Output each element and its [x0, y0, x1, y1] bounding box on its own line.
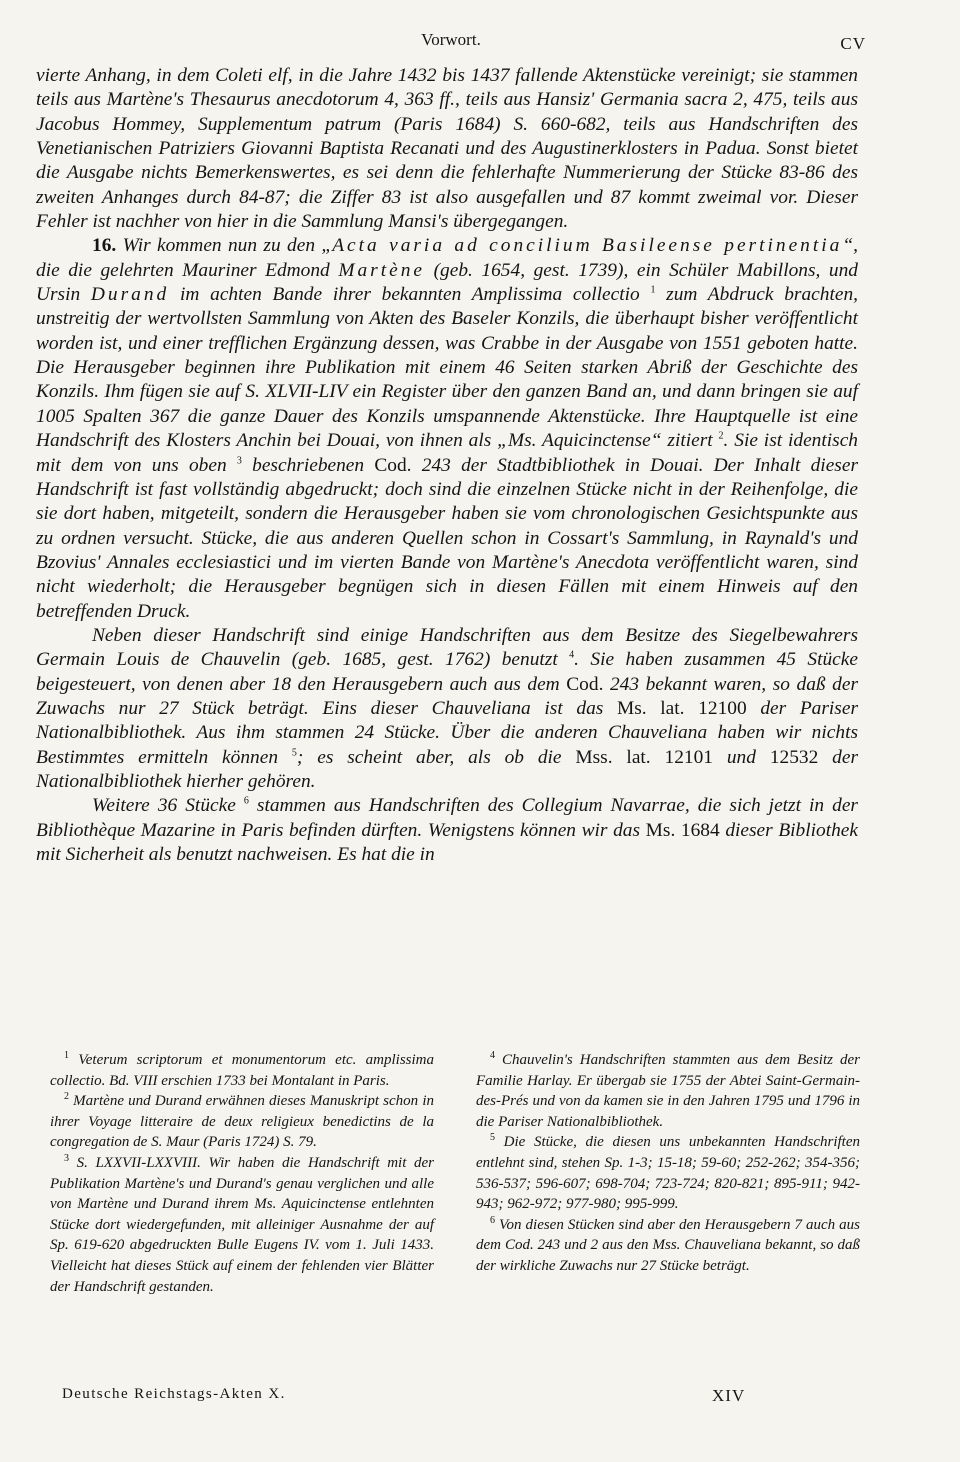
collection-title: Acta varia ad concilium Basileense pertinentia [332, 235, 843, 257]
footnote-6 [476, 1215, 860, 1277]
footnote-4 [476, 1050, 860, 1132]
footnote-ref-3[interactable]: 3 [236, 455, 242, 467]
text-run: und [713, 746, 770, 768]
footnote-text: Martène und Durand erwähnen dieses Manuskript schon in ihrer Voyage litteraire de deux religieux benedictins de la congregation de S. Maur (Paris 1724) S. 79. [50, 1093, 434, 1151]
text-run: der Pariser Nationalbibliothek. Aus ihm stammen 24 Stücke. Über die anderen Chauveliana haben wir nichts Bestimmtes ermitteln können [36, 697, 859, 768]
text-run: stammen aus Handschriften des Collegium Navarrae, die sich jetzt in der Bibliothèque Mazarine in Paris befinden dürften. Wenigstens können wir das [36, 795, 858, 841]
text-run: im achten Bande ihrer bekannten Amplissima collectio [169, 284, 640, 306]
footnote-5 [476, 1132, 860, 1214]
footnote-mark: 1 [64, 1050, 69, 1061]
footnote-ref-4[interactable]: 4 [569, 649, 575, 661]
text-run: “, die die gelehrten Mauriner Edmond [36, 235, 858, 281]
footnote-mark: 4 [490, 1050, 495, 1061]
footnote-column-right [476, 1050, 860, 1277]
footnote-1 [50, 1050, 434, 1091]
page-number: CV [840, 34, 866, 53]
text-run: 243 bekannt waren, so daß der Zuwachs nur 27 Stück beträgt. Eins dieser Chauveliana ist das [36, 673, 858, 719]
manuscript-ref: 12532 [769, 746, 819, 768]
text-run: ; es scheint aber, als ob die [296, 746, 576, 768]
paragraph-3 [36, 624, 858, 794]
footnote-text: Die Stücke, die diesen uns unbekannten Handschriften entlehnt sind, stehen Sp. 1-3; 15-18; 59-60; 252-262; 354-356; 536-537; 596-607; 698-704; 723-724; 820-821; 895-911; 942-943; 962-972; 977-980; 995-999. [476, 1134, 861, 1213]
footnote-2 [50, 1091, 434, 1153]
page-footer [62, 1386, 762, 1410]
paragraph-4 [36, 794, 858, 867]
footnote-mark: 3 [64, 1152, 69, 1164]
footnote-ref-1[interactable]: 1 [650, 284, 656, 296]
text-run: der Nationalbibliothek hierher gehören. [36, 746, 859, 792]
sheet-mark: XIV [712, 1386, 746, 1405]
manuscript-ref: Ms. lat. 12100 [616, 697, 747, 719]
text-run: 243 der Stadtbibliothek in Douai. Der Inhalt dieser Handschrift ist fast vollständig abgedruckt; doch sind die einzelnen Stücke nicht in der Reihenfolge, die sie dort haben, mitgeteilt, sondern die Herausgeber haben sie vom chronologischen Gesichtspunkte aus zu ordnen versucht. Stücke, die aus anderen Quellen schon in Cossart's Sammlung, in Raynald's und Bzovius' Annales ecclesiastici und im vierten Bande von Martène's Anecdota veröffentlicht waren, sind nicht wiederholt; die Herausgeber begnügen sich in diesen Fällen mit einem Hinweis auf den betreffenden Druck. [36, 454, 859, 622]
running-header [36, 26, 866, 53]
text-run: (geb. 1654, gest. 1739), ein Schüler Mabillons, und Ursin [36, 259, 858, 306]
footnote-mark: 2 [64, 1091, 69, 1103]
text-run: Wir kommen nun zu den „ [122, 235, 333, 257]
author-durand: Durand [90, 284, 170, 306]
paragraph-1: vierte Anhang, in dem Coleti elf, in die Jahre 1432 bis 1437 fallende Aktenstücke vereinigt; sie stammen teils aus Martène's Thesaurus anecdotorum 4, 363 ff., teils aus Hansiz' Germania sacra 2, 475, teils aus Jacobus Hommey, Supplementum patrum (Paris 1684) S. 660-682, teils aus Handschriften des Venetianischen Patriziers Giovanni Baptista Recanati und des Augustinerklosters in Padua. Sonst bietet die Ausgabe nichts Bemerkenswertes, es sei denn die fehlerhafte Nummerierung der Stücke 83-86 des zweiten Anhanges durch 84-87; die Ziffer 83 ist also ausgefallen und 87 kommt zweimal vor. Dieser Fehler ist nachher von hier in die Sammlung Mansi's übergegangen. [36, 65, 858, 233]
footnote-text: Von diesen Stücken sind aber den Herausgebern 7 auch aus dem Cod. 243 und 2 aus den Mss. Chauveliana bekannt, so daß der wirkliche Zuwachs nur 27 Stücke beträgt. [476, 1216, 861, 1274]
footnote-3 [50, 1153, 434, 1297]
footnote-text: S. LXXVII-LXXVIII. Wir haben die Handschrift mit der Publikation Martène's und Durand's genau verglichen und alle von Martène und Durand ihrem Ms. Aquicinctense entlehnten Stücke dort wiedergefunden, mit alleiniger Ausnahme der auf Sp. 619-620 abgedruckten Bulle Eugens IV. vom 1. Juli 1433. Vielleicht hat dieses Stück auf einem der fehlenden vier Blätter der Handschrift gestanden. [50, 1154, 434, 1295]
footnotes [50, 1050, 860, 1380]
text-run: zum Abdruck brachten, unstreitig der wertvollsten Sammlung von Akten des Baseler Konzils, die überhaupt bisher veröffentlicht worden ist, und einer trefflichen Ergänzung dessen, was Crabbe in der Ausgabe von 1551 geboten hatte. Die Herausgeber beginnen ihre Publikation mit einem 46 Seiten starken Abriß der Geschichte des Konzils. Ihm fügen sie auf S. XLVII-LIV ein Register über den ganzen Band an, und dann bringen sie auf 1005 Spalten 367 die ganze Dauer des Konzils umspannende Aktenstücke. Ihre Hauptquelle ist eine Handschrift des Klosters Anchin bei Douai, von ihnen als „Ms. Aquicinctense“ zitiert [36, 284, 859, 452]
text-run: beschriebenen [241, 454, 375, 476]
footnote-ref-5[interactable]: 5 [291, 747, 297, 759]
codex-abbrev: Cod. [374, 454, 412, 476]
footnote-mark: 5 [490, 1132, 495, 1144]
paragraph-2 [36, 234, 858, 624]
footnote-ref-2[interactable]: 2 [718, 430, 724, 442]
codex-abbrev: Cod. [566, 673, 604, 695]
text-run: Weitere 36 Stücke [92, 795, 236, 817]
author-martene: Martène [338, 259, 426, 281]
section-number: 16. [92, 235, 117, 257]
footnote-mark: 6 [490, 1214, 495, 1226]
manuscript-ref: Mss. lat. 12101 [575, 746, 713, 768]
header-title: Vorwort. [421, 30, 481, 49]
text-run: . Sie haben zusammen 45 Stücke beigesteuert, von denen aber 18 den Herausgebern auch aus dem [36, 649, 858, 695]
text-run: Neben dieser Handschrift sind einige Handschriften aus dem Besitze des Siegelbewahrers Germain Louis de Chauvelin (geb. 1685, gest. 1762) benutzt [36, 624, 858, 671]
text-run: dieser Bibliothek mit Sicherheit als benutzt nachweisen. Es hat die in [36, 819, 859, 865]
main-text [36, 64, 858, 867]
signature-line: Deutsche Reichstags-Akten X. [62, 1386, 286, 1402]
footnote-text: Chauvelin's Handschriften stammten aus dem Besitz der Familie Harlay. Er übergab sie 1755 der Abtei Saint-Germain-des-Prés und von da kamen sie in den Jahren 1795 und 1796 in die Pariser Nationalbibliothek. [476, 1052, 860, 1130]
footnote-text: Veterum scriptorum et monumentorum etc. amplissima collectio. Bd. VIII erschien 1733 bei Montalant in Paris. [50, 1052, 434, 1089]
manuscript-ref: Ms. 1684 [645, 819, 720, 841]
footnote-ref-6[interactable]: 6 [243, 795, 249, 807]
text-run: . Sie ist identisch mit dem von uns oben [36, 430, 858, 476]
footnote-column-left [50, 1050, 434, 1297]
